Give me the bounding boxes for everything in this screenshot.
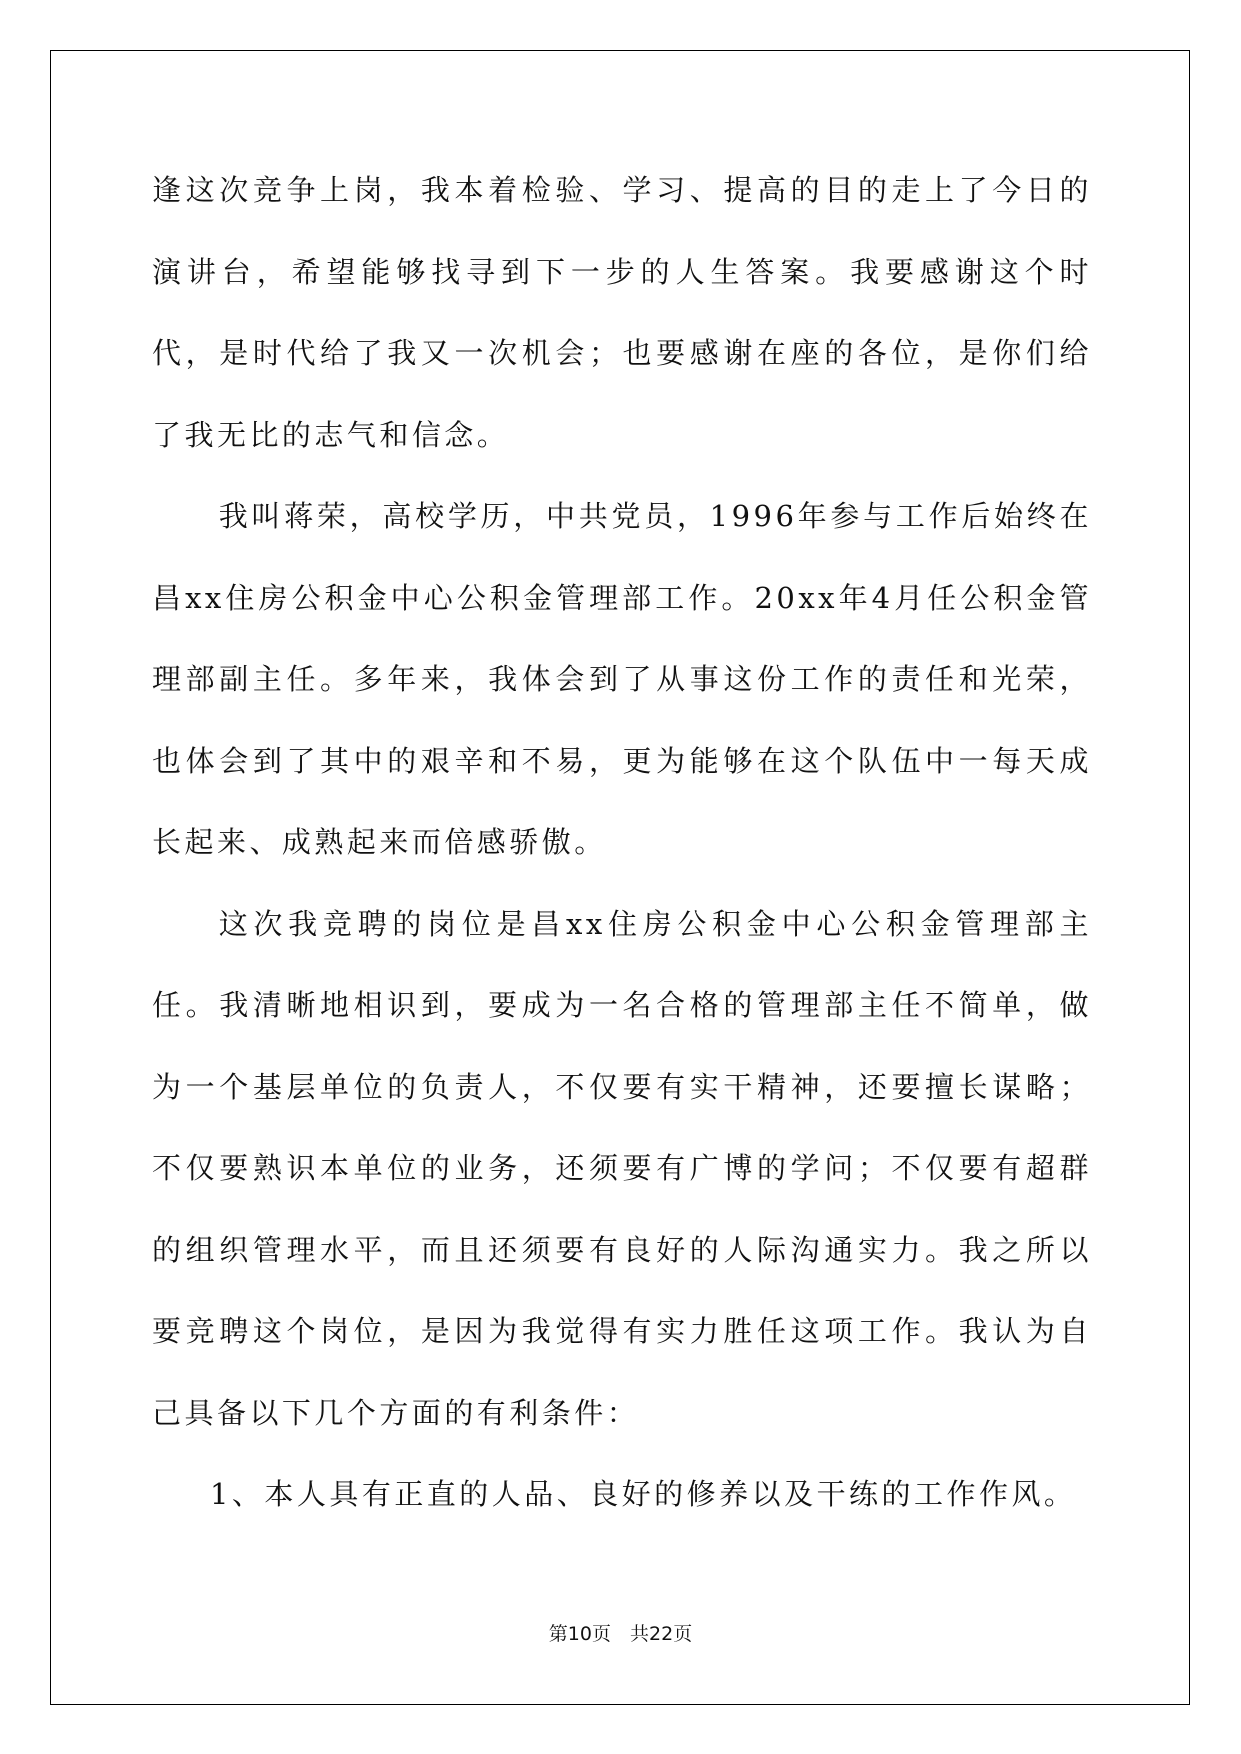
- page-footer: [0, 1622, 1241, 1646]
- footer-total-pages: 22: [649, 1623, 674, 1645]
- document-body: [152, 150, 1092, 1536]
- paragraph-intro-continuation: 逢这次竞争上岗，我本着检验、学习、提高的目的走上了今日的演讲台，希望能够找寻到下一步的人生答案。我要感谢这个时代，是时代给了我又一次机会；也要感谢在座的各位，是你们给了我无比的志气和信念。: [152, 173, 1092, 452]
- footer-middle: 页 共: [591, 1623, 649, 1645]
- paragraph-position-statement: 这次我竞聘的岗位是昌xx住房公积金中心公积金管理部主任。我清晰地相识到，要成为一名合格的管理部主任不简单，做为一个基层单位的负责人，不仅要有实干精神，还要擅长谋略；不仅要熟识本单位的业务，还须要有广博的学问；不仅要有超群的组织管理水平，而且还须要有良好的人际沟通实力。我之所以要竞聘这个岗位，是因为我觉得有实力胜任这项工作。我认为自己具备以下几个方面的有利条件：: [152, 906, 1092, 1430]
- footer-suffix: 页: [673, 1623, 693, 1645]
- footer-prefix: 第: [548, 1623, 568, 1645]
- paragraph-self-introduction: 我叫蒋荣，高校学历，中共党员，1996年参与工作后始终在昌xx住房公积金中心公积金管理部工作。20xx年4月任公积金管理部副主任。多年来，我体会到了从事这份工作的责任和光荣，也体会到了其中的艰辛和不易，更为能够在这个队伍中一每天成长起来、成熟起来而倍感骄傲。: [152, 499, 1092, 859]
- footer-current-page: 10: [567, 1623, 592, 1645]
- paragraph-condition-item-1: 1、本人具有正直的人品、良好的修养以及干练的工作作风。: [210, 1477, 1077, 1511]
